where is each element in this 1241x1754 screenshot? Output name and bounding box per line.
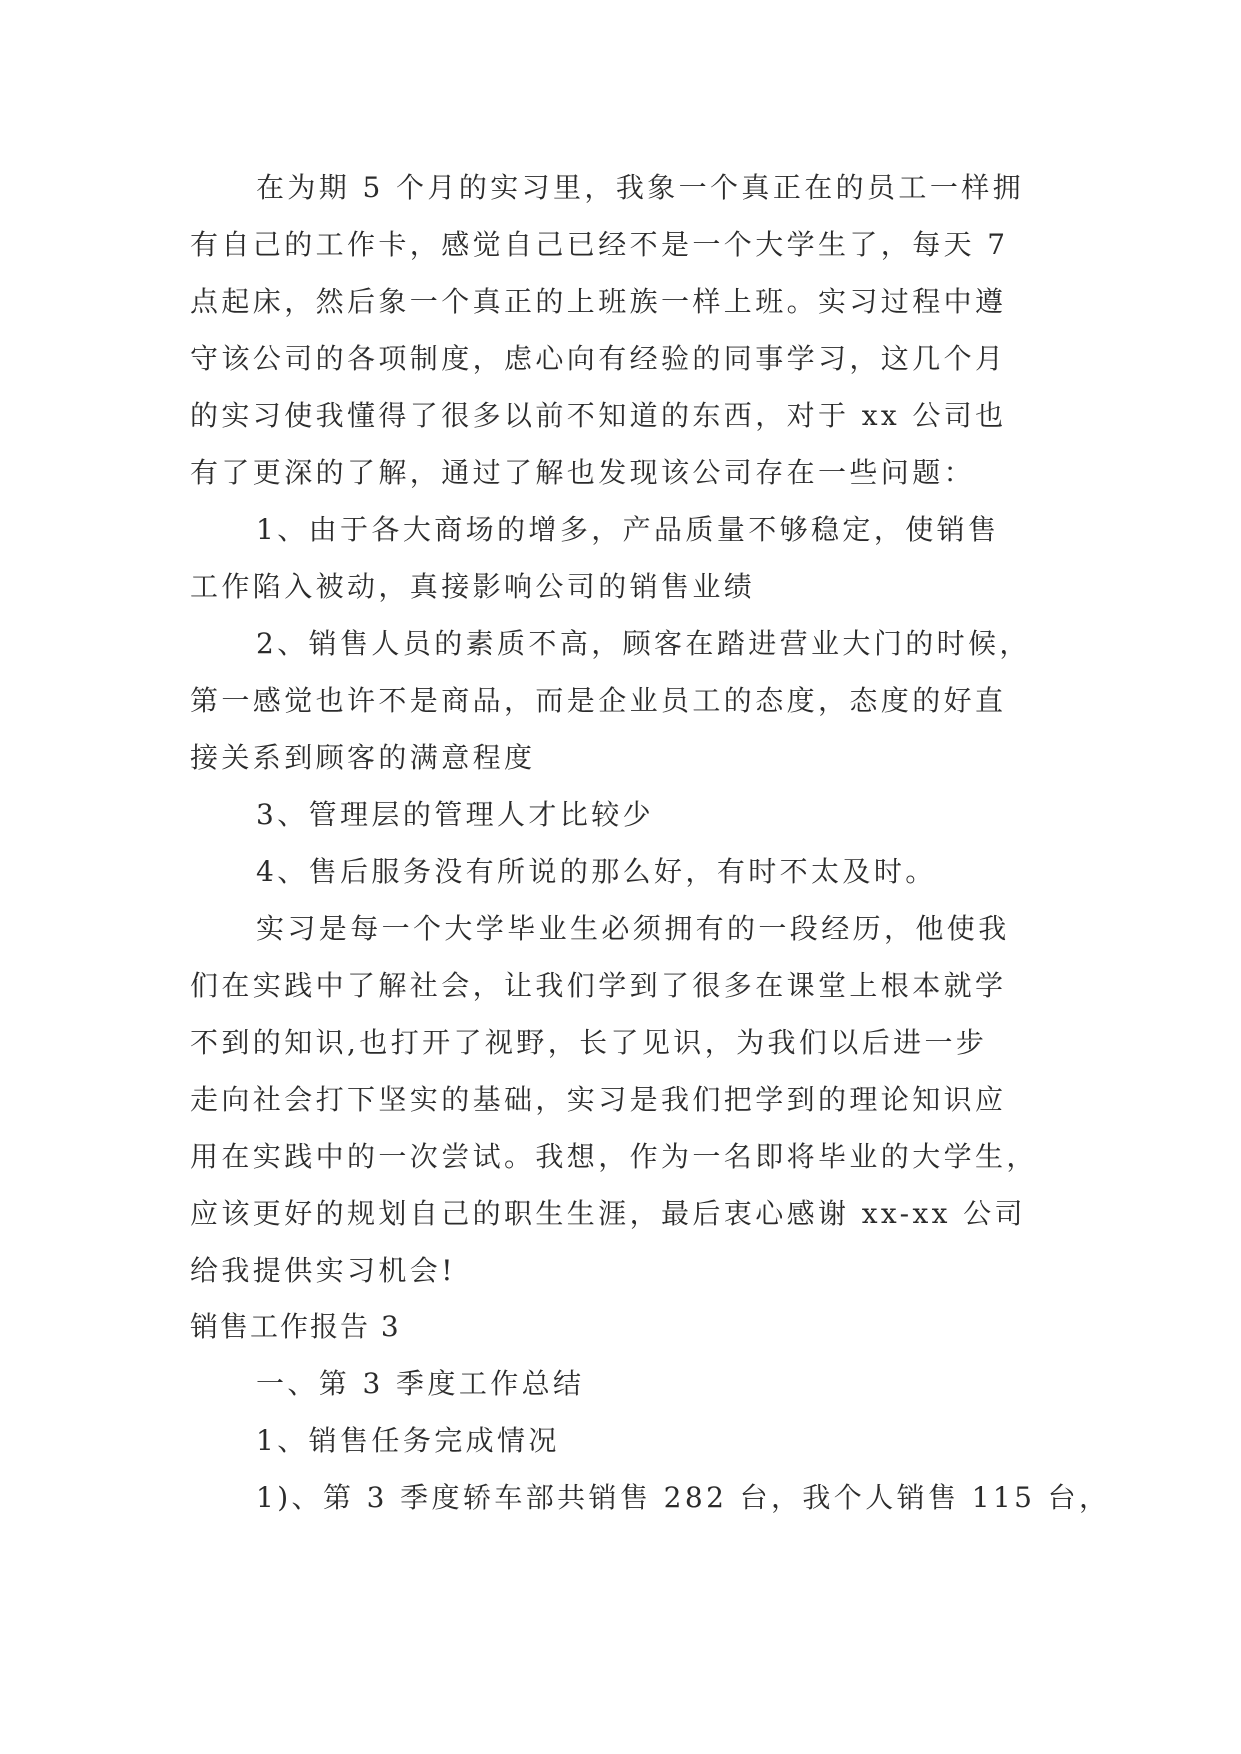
- paragraph-line: 走向社会打下坚实的基础，实习是我们把学到的理论知识应: [190, 1083, 1007, 1116]
- list-item-line: 工作陷入被动，真接影响公司的销售业绩: [190, 570, 756, 603]
- list-item-line: 接关系到顾客的满意程度: [190, 741, 536, 774]
- paragraph-line: 在为期 5 个月的实习里，我象一个真正在的员工一样拥: [256, 171, 1025, 204]
- list-item-line: 4、售后服务没有所说的那么好，有时不太及时。: [256, 855, 937, 888]
- section-heading: 销售工作报告 3: [190, 1310, 401, 1343]
- subsection-heading: 一、第 3 季度工作总结: [256, 1367, 585, 1400]
- paragraph-line: 用在实践中的一次尝试。我想，作为一名即将毕业的大学生，: [190, 1140, 1038, 1173]
- paragraph-line: 有了更深的了解，通过了解也发现该公司存在一些问题：: [190, 456, 976, 489]
- paragraph-line: 1)、第 3 季度轿车部共销售 282 台，我个人销售 115 台，: [256, 1481, 1111, 1514]
- paragraph-line: 给我提供实习机会!: [190, 1254, 456, 1287]
- paragraph-line: 实习是每一个大学毕业生必须拥有的一段经历，他使我: [256, 912, 1010, 945]
- list-item-line: 第一感觉也许不是商品，而是企业员工的态度，态度的好直: [190, 684, 1007, 717]
- paragraph-line: 守该公司的各项制度，虑心向有经验的同事学习，这几个月: [190, 342, 1007, 375]
- list-item-line: 1、由于各大商场的增多，产品质量不够稳定，使销售: [256, 513, 1000, 546]
- paragraph-line: 点起床，然后象一个真正的上班族一样上班。实习过程中遵: [190, 285, 1007, 318]
- paragraph-line: 的实习使我懂得了很多以前不知道的东西，对于 xx 公司也: [190, 399, 1007, 432]
- paragraph-line: 不到的知识,也打开了视野，长了见识，为我们以后进一步: [190, 1026, 988, 1059]
- paragraph-line: 有自己的工作卡，感觉自己已经不是一个大学生了，每天 7: [190, 228, 1009, 261]
- subsection-heading: 1、销售任务完成情况: [256, 1424, 560, 1457]
- list-item-line: 2、销售人员的素质不高，顾客在踏进营业大门的时候，: [256, 627, 1031, 660]
- list-item-line: 3、管理层的管理人才比较少: [256, 798, 655, 831]
- paragraph-line: 应该更好的规划自己的职生生涯，最后衷心感谢 xx-xx 公司: [190, 1197, 1026, 1230]
- paragraph-line: 们在实践中了解社会，让我们学到了很多在课堂上根本就学: [190, 969, 1007, 1002]
